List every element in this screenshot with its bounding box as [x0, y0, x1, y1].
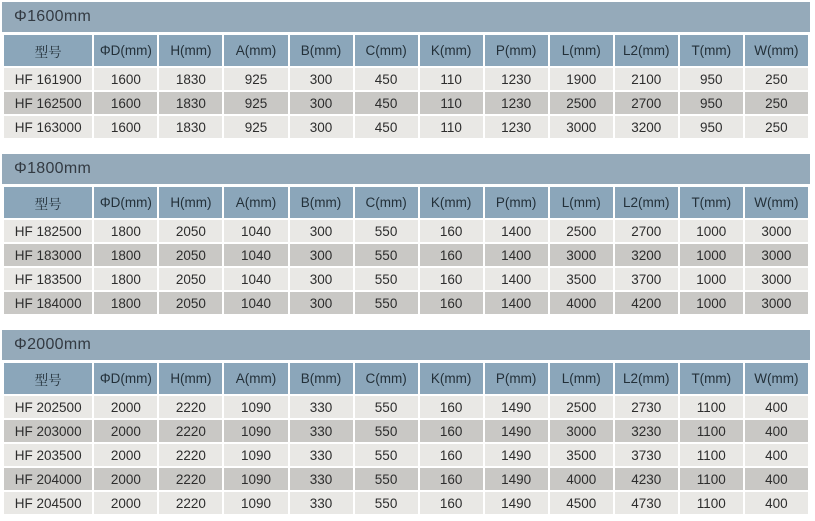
value-cell: 450 [355, 92, 418, 114]
header-cell: L(mm) [550, 35, 613, 66]
value-cell: 160 [420, 396, 483, 418]
table-row [4, 116, 808, 138]
header-row [4, 187, 808, 218]
header-cell: L2(mm) [615, 35, 678, 66]
value-cell: 950 [680, 116, 743, 138]
value-cell: 1100 [680, 420, 743, 442]
value-cell: 2050 [159, 268, 222, 290]
value-cell: 2700 [615, 92, 678, 114]
header-cell: W(mm) [745, 363, 808, 394]
value-cell: 1600 [94, 92, 157, 114]
table-row [4, 420, 808, 442]
table-row [4, 268, 808, 290]
value-cell: 1800 [94, 220, 157, 242]
header-cell: 型号 [4, 363, 92, 394]
header-cell: H(mm) [159, 187, 222, 218]
value-cell: 330 [290, 492, 353, 514]
value-cell: 1900 [550, 68, 613, 90]
header-cell: H(mm) [159, 35, 222, 66]
value-cell: 2000 [94, 492, 157, 514]
spec-table [2, 185, 810, 316]
value-cell: 250 [745, 92, 808, 114]
section-title: Φ1800mm [2, 154, 810, 184]
value-cell: 1040 [224, 292, 287, 314]
value-cell: 1490 [485, 444, 548, 466]
header-cell: L(mm) [550, 363, 613, 394]
header-cell: A(mm) [224, 35, 287, 66]
value-cell: 3000 [550, 244, 613, 266]
model-cell: HF 204000 [4, 468, 92, 490]
value-cell: 2000 [94, 420, 157, 442]
value-cell: 3500 [550, 268, 613, 290]
value-cell: 925 [224, 92, 287, 114]
header-cell: A(mm) [224, 363, 287, 394]
model-cell: HF 183500 [4, 268, 92, 290]
spec-table [2, 361, 810, 516]
value-cell: 1230 [485, 92, 548, 114]
model-cell: HF 161900 [4, 68, 92, 90]
header-cell: L2(mm) [615, 187, 678, 218]
value-cell: 950 [680, 68, 743, 90]
value-cell: 1600 [94, 68, 157, 90]
model-cell: HF 202500 [4, 396, 92, 418]
value-cell: 1830 [159, 116, 222, 138]
table-row [4, 468, 808, 490]
value-cell: 250 [745, 68, 808, 90]
header-cell: T(mm) [680, 363, 743, 394]
table-row [4, 68, 808, 90]
value-cell: 2000 [94, 444, 157, 466]
value-cell: 1100 [680, 396, 743, 418]
value-cell: 3730 [615, 444, 678, 466]
value-cell: 1830 [159, 68, 222, 90]
value-cell: 400 [745, 468, 808, 490]
value-cell: 110 [420, 92, 483, 114]
value-cell: 400 [745, 492, 808, 514]
value-cell: 1090 [224, 420, 287, 442]
value-cell: 2220 [159, 396, 222, 418]
value-cell: 1000 [680, 244, 743, 266]
value-cell: 160 [420, 492, 483, 514]
value-cell: 330 [290, 468, 353, 490]
value-cell: 3000 [745, 244, 808, 266]
value-cell: 300 [290, 244, 353, 266]
value-cell: 2050 [159, 244, 222, 266]
value-cell: 2220 [159, 420, 222, 442]
section-phi-1800 [2, 154, 810, 316]
header-cell: W(mm) [745, 35, 808, 66]
value-cell: 300 [290, 292, 353, 314]
value-cell: 2220 [159, 468, 222, 490]
value-cell: 550 [355, 268, 418, 290]
value-cell: 160 [420, 292, 483, 314]
table-body [4, 220, 808, 314]
header-cell: K(mm) [420, 35, 483, 66]
value-cell: 160 [420, 468, 483, 490]
value-cell: 2100 [615, 68, 678, 90]
value-cell: 160 [420, 420, 483, 442]
value-cell: 1090 [224, 444, 287, 466]
header-cell: T(mm) [680, 187, 743, 218]
value-cell: 3200 [615, 244, 678, 266]
section-title: Φ2000mm [2, 330, 810, 360]
value-cell: 3000 [745, 220, 808, 242]
table-row [4, 92, 808, 114]
header-cell: K(mm) [420, 363, 483, 394]
value-cell: 2730 [615, 396, 678, 418]
value-cell: 4230 [615, 468, 678, 490]
value-cell: 2220 [159, 444, 222, 466]
value-cell: 3230 [615, 420, 678, 442]
header-cell: 型号 [4, 187, 92, 218]
value-cell: 1800 [94, 244, 157, 266]
value-cell: 3000 [745, 292, 808, 314]
value-cell: 330 [290, 396, 353, 418]
model-cell: HF 183000 [4, 244, 92, 266]
header-cell: T(mm) [680, 35, 743, 66]
value-cell: 550 [355, 468, 418, 490]
value-cell: 1230 [485, 116, 548, 138]
value-cell: 160 [420, 268, 483, 290]
header-cell: P(mm) [485, 363, 548, 394]
model-cell: HF 184000 [4, 292, 92, 314]
value-cell: 1000 [680, 268, 743, 290]
table-row [4, 220, 808, 242]
value-cell: 2700 [615, 220, 678, 242]
value-cell: 925 [224, 116, 287, 138]
value-cell: 1090 [224, 468, 287, 490]
header-cell: ΦD(mm) [94, 187, 157, 218]
value-cell: 450 [355, 116, 418, 138]
header-cell: C(mm) [355, 363, 418, 394]
section-title: Φ1600mm [2, 2, 810, 32]
header-cell: C(mm) [355, 35, 418, 66]
value-cell: 110 [420, 68, 483, 90]
value-cell: 2050 [159, 220, 222, 242]
value-cell: 1100 [680, 444, 743, 466]
value-cell: 550 [355, 292, 418, 314]
value-cell: 300 [290, 116, 353, 138]
value-cell: 3000 [550, 116, 613, 138]
value-cell: 300 [290, 220, 353, 242]
header-row [4, 363, 808, 394]
value-cell: 4200 [615, 292, 678, 314]
value-cell: 330 [290, 420, 353, 442]
section-phi-2000 [2, 330, 810, 516]
value-cell: 4000 [550, 292, 613, 314]
model-cell: HF 204500 [4, 492, 92, 514]
header-cell: ΦD(mm) [94, 363, 157, 394]
value-cell: 1830 [159, 92, 222, 114]
header-cell: K(mm) [420, 187, 483, 218]
value-cell: 2050 [159, 292, 222, 314]
header-cell: P(mm) [485, 187, 548, 218]
value-cell: 1230 [485, 68, 548, 90]
value-cell: 3000 [550, 420, 613, 442]
table-row [4, 444, 808, 466]
value-cell: 950 [680, 92, 743, 114]
value-cell: 1490 [485, 492, 548, 514]
value-cell: 1400 [485, 244, 548, 266]
table-body [4, 396, 808, 514]
table-row [4, 492, 808, 514]
model-cell: HF 162500 [4, 92, 92, 114]
value-cell: 3500 [550, 444, 613, 466]
value-cell: 160 [420, 220, 483, 242]
value-cell: 1040 [224, 244, 287, 266]
value-cell: 1490 [485, 420, 548, 442]
table-row [4, 244, 808, 266]
header-cell: P(mm) [485, 35, 548, 66]
header-cell: W(mm) [745, 187, 808, 218]
value-cell: 4730 [615, 492, 678, 514]
header-cell: L(mm) [550, 187, 613, 218]
value-cell: 1040 [224, 268, 287, 290]
table-body [4, 68, 808, 138]
value-cell: 550 [355, 396, 418, 418]
value-cell: 2500 [550, 92, 613, 114]
header-cell: B(mm) [290, 187, 353, 218]
section-phi-1600 [2, 2, 810, 140]
value-cell: 2000 [94, 468, 157, 490]
header-cell: C(mm) [355, 187, 418, 218]
header-cell: B(mm) [290, 363, 353, 394]
spec-table [2, 33, 810, 140]
value-cell: 1040 [224, 220, 287, 242]
value-cell: 1400 [485, 292, 548, 314]
model-cell: HF 203000 [4, 420, 92, 442]
value-cell: 2000 [94, 396, 157, 418]
header-cell: A(mm) [224, 187, 287, 218]
value-cell: 3200 [615, 116, 678, 138]
value-cell: 2220 [159, 492, 222, 514]
value-cell: 4000 [550, 468, 613, 490]
header-cell: 型号 [4, 35, 92, 66]
value-cell: 550 [355, 220, 418, 242]
model-cell: HF 163000 [4, 116, 92, 138]
value-cell: 110 [420, 116, 483, 138]
value-cell: 1400 [485, 268, 548, 290]
value-cell: 925 [224, 68, 287, 90]
header-cell: L2(mm) [615, 363, 678, 394]
value-cell: 1600 [94, 116, 157, 138]
value-cell: 1090 [224, 492, 287, 514]
table-row [4, 292, 808, 314]
value-cell: 330 [290, 444, 353, 466]
header-row [4, 35, 808, 66]
header-cell: H(mm) [159, 363, 222, 394]
value-cell: 450 [355, 68, 418, 90]
value-cell: 300 [290, 68, 353, 90]
value-cell: 4500 [550, 492, 613, 514]
value-cell: 2500 [550, 220, 613, 242]
header-cell: B(mm) [290, 35, 353, 66]
value-cell: 1000 [680, 292, 743, 314]
table-row [4, 396, 808, 418]
value-cell: 1090 [224, 396, 287, 418]
value-cell: 400 [745, 396, 808, 418]
value-cell: 550 [355, 444, 418, 466]
value-cell: 1400 [485, 220, 548, 242]
value-cell: 400 [745, 420, 808, 442]
header-cell: ΦD(mm) [94, 35, 157, 66]
value-cell: 160 [420, 444, 483, 466]
value-cell: 3700 [615, 268, 678, 290]
value-cell: 400 [745, 444, 808, 466]
value-cell: 550 [355, 420, 418, 442]
value-cell: 2500 [550, 396, 613, 418]
value-cell: 1000 [680, 220, 743, 242]
value-cell: 1490 [485, 396, 548, 418]
value-cell: 550 [355, 244, 418, 266]
value-cell: 1100 [680, 492, 743, 514]
value-cell: 550 [355, 492, 418, 514]
model-cell: HF 203500 [4, 444, 92, 466]
value-cell: 1490 [485, 468, 548, 490]
model-cell: HF 182500 [4, 220, 92, 242]
value-cell: 1800 [94, 292, 157, 314]
value-cell: 300 [290, 92, 353, 114]
value-cell: 1100 [680, 468, 743, 490]
value-cell: 300 [290, 268, 353, 290]
value-cell: 1800 [94, 268, 157, 290]
value-cell: 3000 [745, 268, 808, 290]
value-cell: 160 [420, 244, 483, 266]
value-cell: 250 [745, 116, 808, 138]
